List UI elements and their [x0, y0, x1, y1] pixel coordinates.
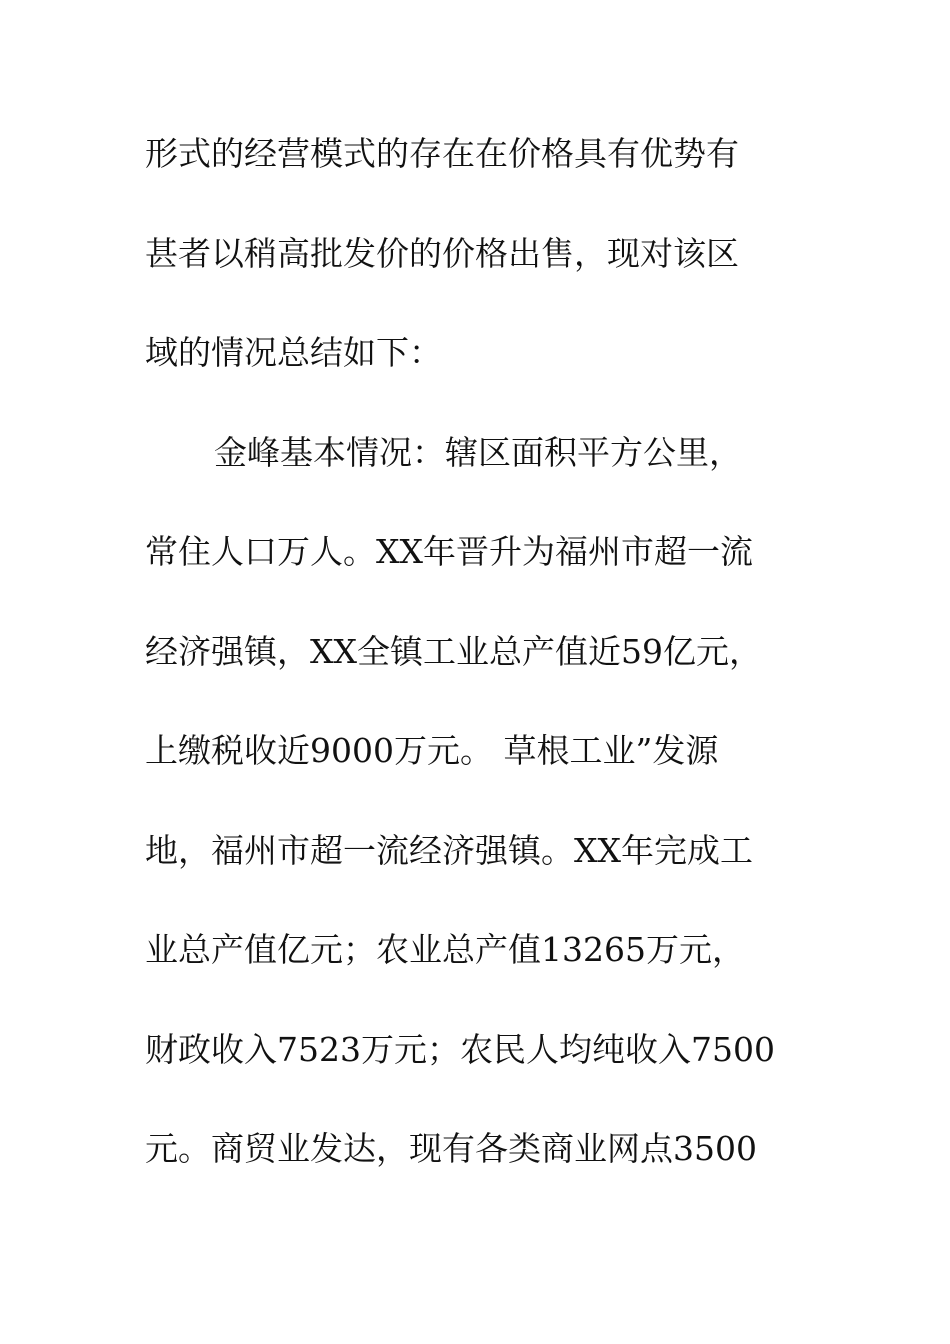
text-line-8: 地，福州市超一流经济强镇。XX年完成工: [145, 831, 753, 870]
text-line-7: 上缴税收近9000万元。 草根工业”发源: [145, 731, 719, 770]
text-line-5: 常住人口万人。XX年晋升为福州市超一流: [145, 532, 753, 571]
text-line-6: 经济强镇，XX全镇工业总产值近59亿元，: [145, 632, 762, 671]
text-line-1: 形式的经营模式的存在在价格具有优势有: [145, 134, 739, 173]
text-line-3: 域的情况总结如下：: [145, 333, 442, 372]
text-line-11: 元。商贸业发达，现有各类商业网点3500: [145, 1129, 757, 1168]
text-line-2: 甚者以稍高批发价的价格出售，现对该区: [145, 234, 739, 273]
paragraph-start-line: 金峰基本情况：辖区面积平方公里，: [214, 433, 742, 472]
text-line-9: 业总产值亿元；农业总产值13265万元，: [145, 930, 745, 969]
text-line-10: 财政收入7523万元；农民人均纯收入7500: [145, 1030, 775, 1069]
